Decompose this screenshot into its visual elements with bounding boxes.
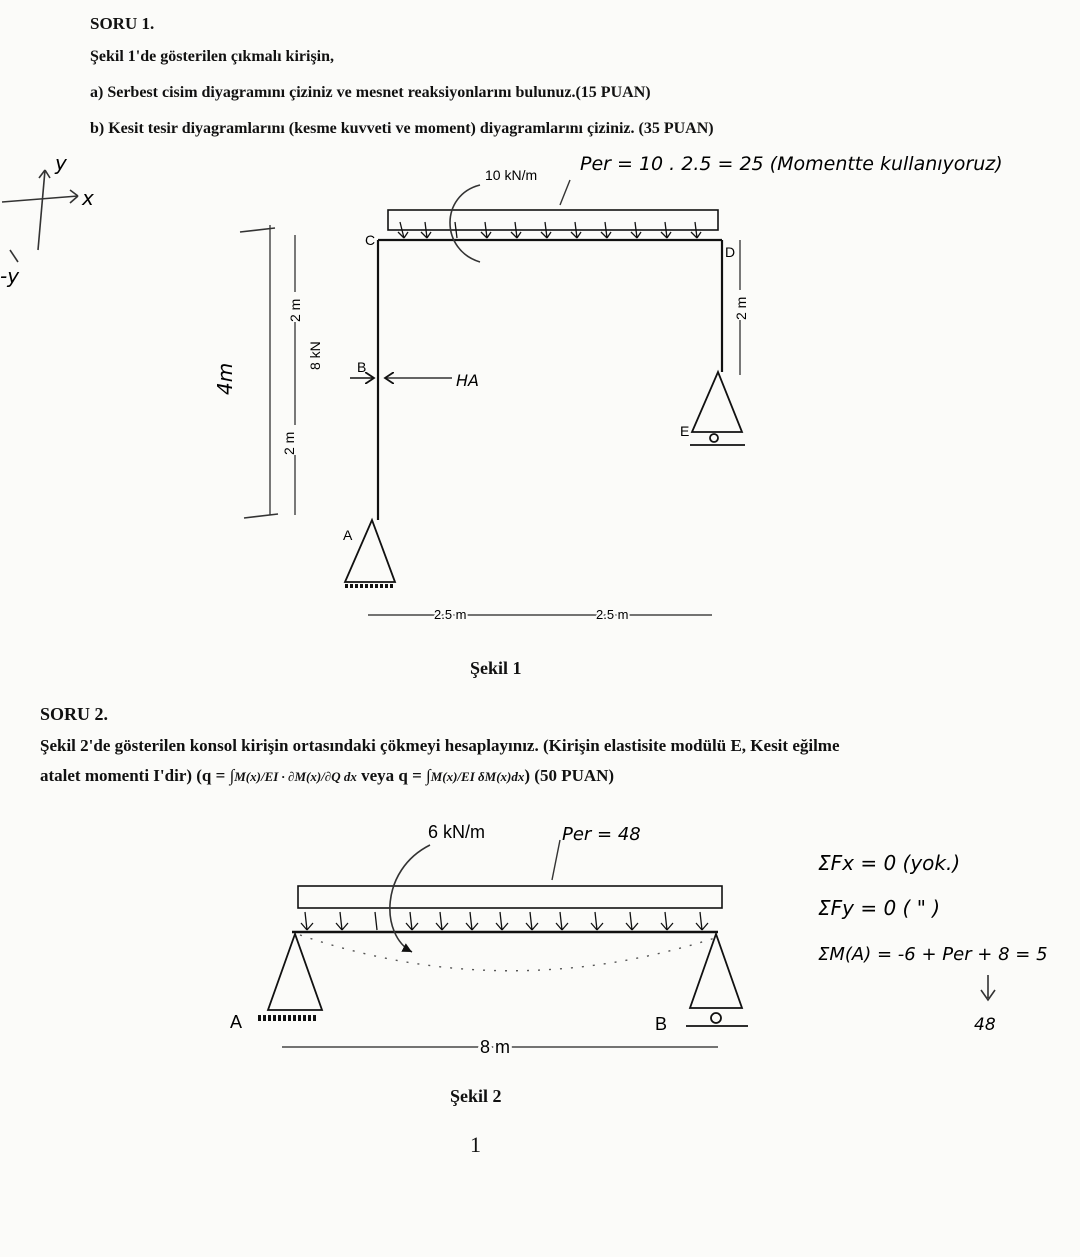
hw-resultant-fig1: Per = 10 . 2.5 = 25 (Momentte kullanıyoruz) (580, 153, 1003, 175)
q2-title: SORU 2. (40, 704, 109, 724)
frame-members (378, 240, 722, 520)
hw-axis-neg-y: -y (0, 264, 20, 288)
deflection-curve (300, 935, 715, 971)
dimension-lines-fig1 (270, 225, 740, 615)
node-D: D (725, 244, 736, 260)
hw-axis-y: y (55, 151, 67, 175)
span-label: 8 m (480, 1037, 511, 1057)
hw-tick-fig2 (552, 840, 560, 880)
hw-eq2: ΣFy = 0 ( " ) (818, 896, 941, 920)
figure2-caption: Şekil 2 (450, 1086, 502, 1106)
hw-resultant-fig2: Per = 48 (562, 824, 641, 845)
support-A-pin (345, 520, 395, 586)
hw-HA: HA (456, 371, 479, 390)
q1-title: SORU 1. (90, 14, 155, 33)
support-E-roller (690, 372, 745, 445)
hw-axis-x: x (82, 186, 94, 210)
dim-upper-left: 2 m (287, 298, 303, 322)
q2-line2-mid: veya q = ∫ (356, 766, 431, 785)
hand-axes (2, 170, 78, 262)
hw-total-height (240, 228, 278, 518)
figure1-caption: Şekil 1 (470, 658, 522, 678)
dim-right: 2 m (733, 296, 749, 320)
hw-total-height-label: 4m (213, 362, 237, 395)
node-B-fig2: B (655, 1014, 668, 1034)
page-number: 1 (470, 1132, 481, 1157)
q2-formula2: M(x)/EI δM(x)dx (430, 769, 525, 784)
q2-line1: Şekil 2'de gösterilen konsol kirişin ortasındaki çökmeyi hesaplayınız. (Kirişin elastisite modülü E, Kesit eğilme (40, 736, 840, 755)
hw-down-arrow (981, 975, 995, 1000)
q2-line2-pre: atalet momenti I'dir) (q = ∫ (40, 766, 235, 785)
dim-bottom-right: 2.5 m (596, 607, 629, 622)
q1-part-b: b) Kesit tesir diyagramlarını (kesme kuvveti ve moment) diyagramlarını çiziniz. (35 PUAN) (90, 120, 714, 137)
dim-lower-left: 2 m (281, 431, 297, 455)
node-A-fig2: A (230, 1012, 243, 1032)
hw-tick-fig1 (560, 180, 570, 205)
load-label-fig1: 10 kN/m (485, 167, 538, 183)
q1-intro: Şekil 1'de gösterilen çıkmalı kirişin, (90, 48, 335, 65)
load-label-fig2: 6 kN/m (428, 822, 486, 842)
support-A-fig2 (258, 934, 322, 1018)
hw-curve-arrow-fig1 (450, 185, 480, 262)
node-C: C (365, 232, 376, 248)
node-A: A (343, 527, 353, 543)
hw-curve-arrow-fig2 (390, 845, 430, 952)
hw-eq3: ΣM(A) = -6 + Per + 8 = 5 (818, 944, 1048, 965)
dim-bottom-left: 2.5 m (434, 607, 467, 622)
hw-eq1: ΣFx = 0 (yok.) (818, 851, 961, 875)
hw-48: 48 (974, 1015, 996, 1035)
node-B: B (357, 359, 367, 375)
distributed-load-fig1 (388, 210, 718, 238)
point-load-label: 8 kN (307, 341, 323, 370)
distributed-load-fig2 (298, 886, 722, 930)
q2-formula1: M(x)/EI · ∂M(x)/∂Q dx (234, 769, 357, 784)
node-E: E (680, 423, 690, 439)
q2-line2-post: ) (50 PUAN) (524, 766, 615, 785)
support-B-fig2 (686, 934, 748, 1026)
q1-part-a: a) Serbest cisim diyagramını çiziniz ve mesnet reaksiyonlarını bulunuz.(15 PUAN) (90, 84, 651, 101)
